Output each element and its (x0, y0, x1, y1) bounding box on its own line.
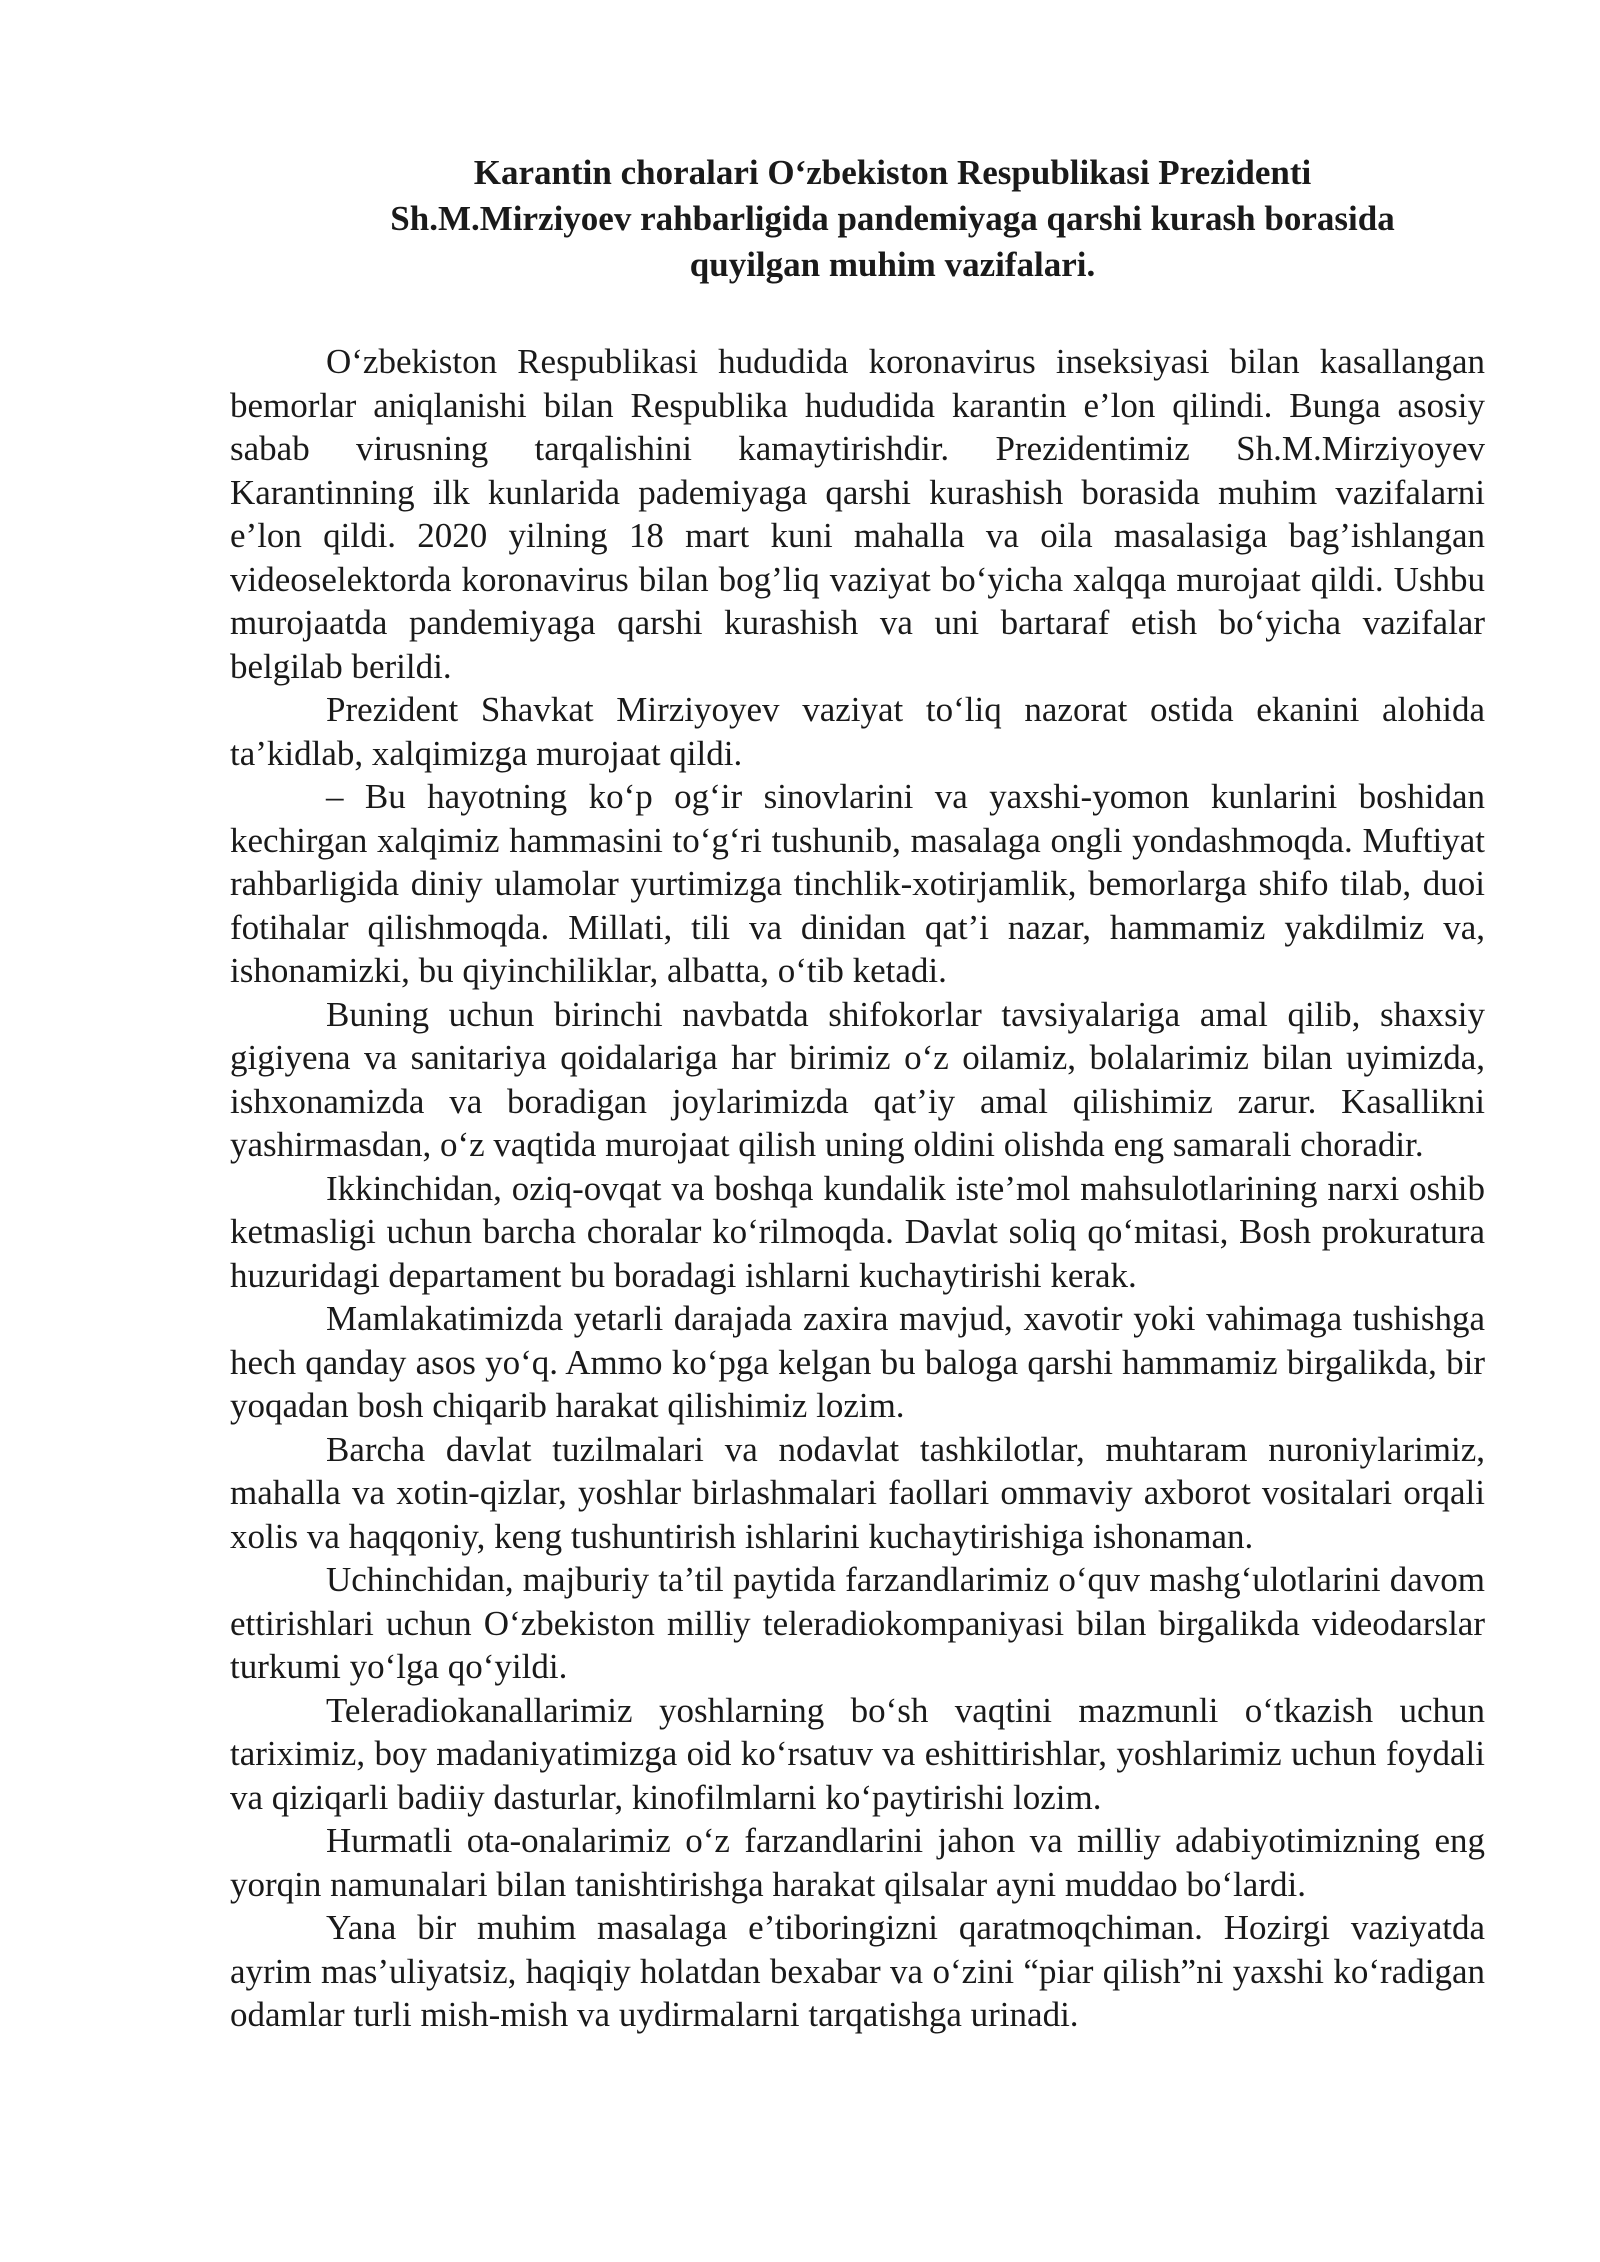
paragraph-3: – Bu hayotning ko‘p og‘ir sinovlarini va yaxshi-yomon kunlarini boshidan kechirgan xalqimiz hammasini to‘g‘ri tushunib, masalaga ongli yondashmoqda. Muftiyat rahbarligida diniy ulamolar yurtimizga tinchlik-xotirjamlik, bemorlarga shifo tilab, duoi fotihalar qilishmoqda. Millati, tili va dinidan qat’i nazar, hammamiz yakdilmiz va, ishonamizki, bu qiyinchiliklar, albatta, o‘tib ketadi. (230, 777, 1485, 990)
paragraph-11: Yana bir muhim masalaga e’tiboringizni qaratmoqchiman. Hozirgi vaziyatda ayrim mas’uliyatsiz, haqiqiy holatdan bexabar va o‘zini “piar qilish”ni yaxshi ko‘radigan odamlar turli mish-mish va uydirmalarni tarqatishga urinadi. (230, 1908, 1485, 2034)
document-title (230, 150, 1485, 288)
paragraph-6: Mamlakatimizda yetarli darajada zaxira mavjud, xavotir yoki vahimaga tushishga hech qanday asos yo‘q. Ammo ko‘pga kelgan bu baloga qarshi hammamiz birgalikda, bir yoqadan bosh chiqarib harakat qilishimiz lozim. (230, 1299, 1485, 1425)
paragraph-8: Uchinchidan, majburiy ta’til paytida farzandlarimiz o‘quv mashg‘ulotlarini davom ettirishlari uchun O‘zbekiston milliy teleradiokompaniyasi bilan birgalikda videodarslar turkumi yo‘lga qo‘yildi. (230, 1560, 1485, 1686)
paragraph-9: Teleradiokanallarimiz yoshlarning bo‘sh vaqtini mazmunli o‘tkazish uchun tariximiz, boy madaniyatimizga oid ko‘rsatuv va eshittirishlar, yoshlarimiz uchun foydali va qiziqarli badiiy dasturlar, kinofilmlarni ko‘paytirishi lozim. (230, 1690, 1485, 1817)
title-line-2: Sh.M.Mirziyoev rahbarligida pandemiyaga qarshi kurash borasida (390, 199, 1395, 238)
title-line-3: quyilgan muhim vazifalari. (689, 245, 1096, 284)
title-line-1: Karantin choralari O‘zbekiston Respublikasi Prezidenti (473, 153, 1312, 192)
paragraph-4: Buning uchun birinchi navbatda shifokorlar tavsiyalariga amal qilib, shaxsiy gigiyena va sanitariya qoidalariga har birimiz o‘z oilamiz, bolalarimiz bilan uyimizda, ishxonamizda va boradigan joylarimizda qat’iy amal qilishimiz zarur. Kasallikni yashirmasdan, o‘z vaqtida murojaat qilish uning oldini olishda eng samarali choradir. (230, 994, 1485, 1164)
paragraph-1: O‘zbekiston Respublikasi hududida koronavirus inseksiyasi bilan kasallangan bemorlar aniqlanishi bilan Respublika hududida karantin e’lon qilindi. Bunga asosiy sabab virusning tarqalishini kamaytirishdir. Prezidentimiz Sh.M.Mirziyoyev Karantinning ilk kunlarida pademiyaga qarshi kurashish borasida muhim vazifalarni e’lon qildi. 2020 yilning 18 mart kuni mahalla va oila masalasiga bag’ishlangan videoselektorda koronavirus bilan bog’liq vaziyat bo‘yicha xalqqa murojaat qildi. Ushbu murojaatda pandemiyaga qarshi kurashish va uni bartaraf etish bo‘yicha vazifalar belgilab berildi. (230, 342, 1485, 686)
document-page (230, 150, 1485, 2037)
paragraph-2: Prezident Shavkat Mirziyoyev vaziyat to‘liq nazorat ostida ekanini alohida ta’kidlab, xalqimizga murojaat qildi. (230, 690, 1485, 773)
paragraph-10: Hurmatli ota-onalarimiz o‘z farzandlarini jahon va milliy adabiyotimizning eng yorqin namunalari bilan tanishtirishga harakat qilsalar ayni muddao bo‘lardi. (230, 1821, 1485, 1904)
paragraph-7: Barcha davlat tuzilmalari va nodavlat tashkilotlar, muhtaram nuroniylarimiz, mahalla va xotin-qizlar, yoshlar birlashmalari faollari ommaviy axborot vositalari orqali xolis va haqqoniy, keng tushuntirish ishlarini kuchaytirishiga ishonaman. (230, 1429, 1485, 1556)
paragraph-5: Ikkinchidan, oziq-ovqat va boshqa kundalik iste’mol mahsulotlarining narxi oshib ketmasligi uchun barcha choralar ko‘rilmoqda. Davlat soliq qo‘mitasi, Bosh prokuratura huzuridagi departament bu boradagi ishlarni kuchaytirishi kerak. (230, 1168, 1485, 1295)
